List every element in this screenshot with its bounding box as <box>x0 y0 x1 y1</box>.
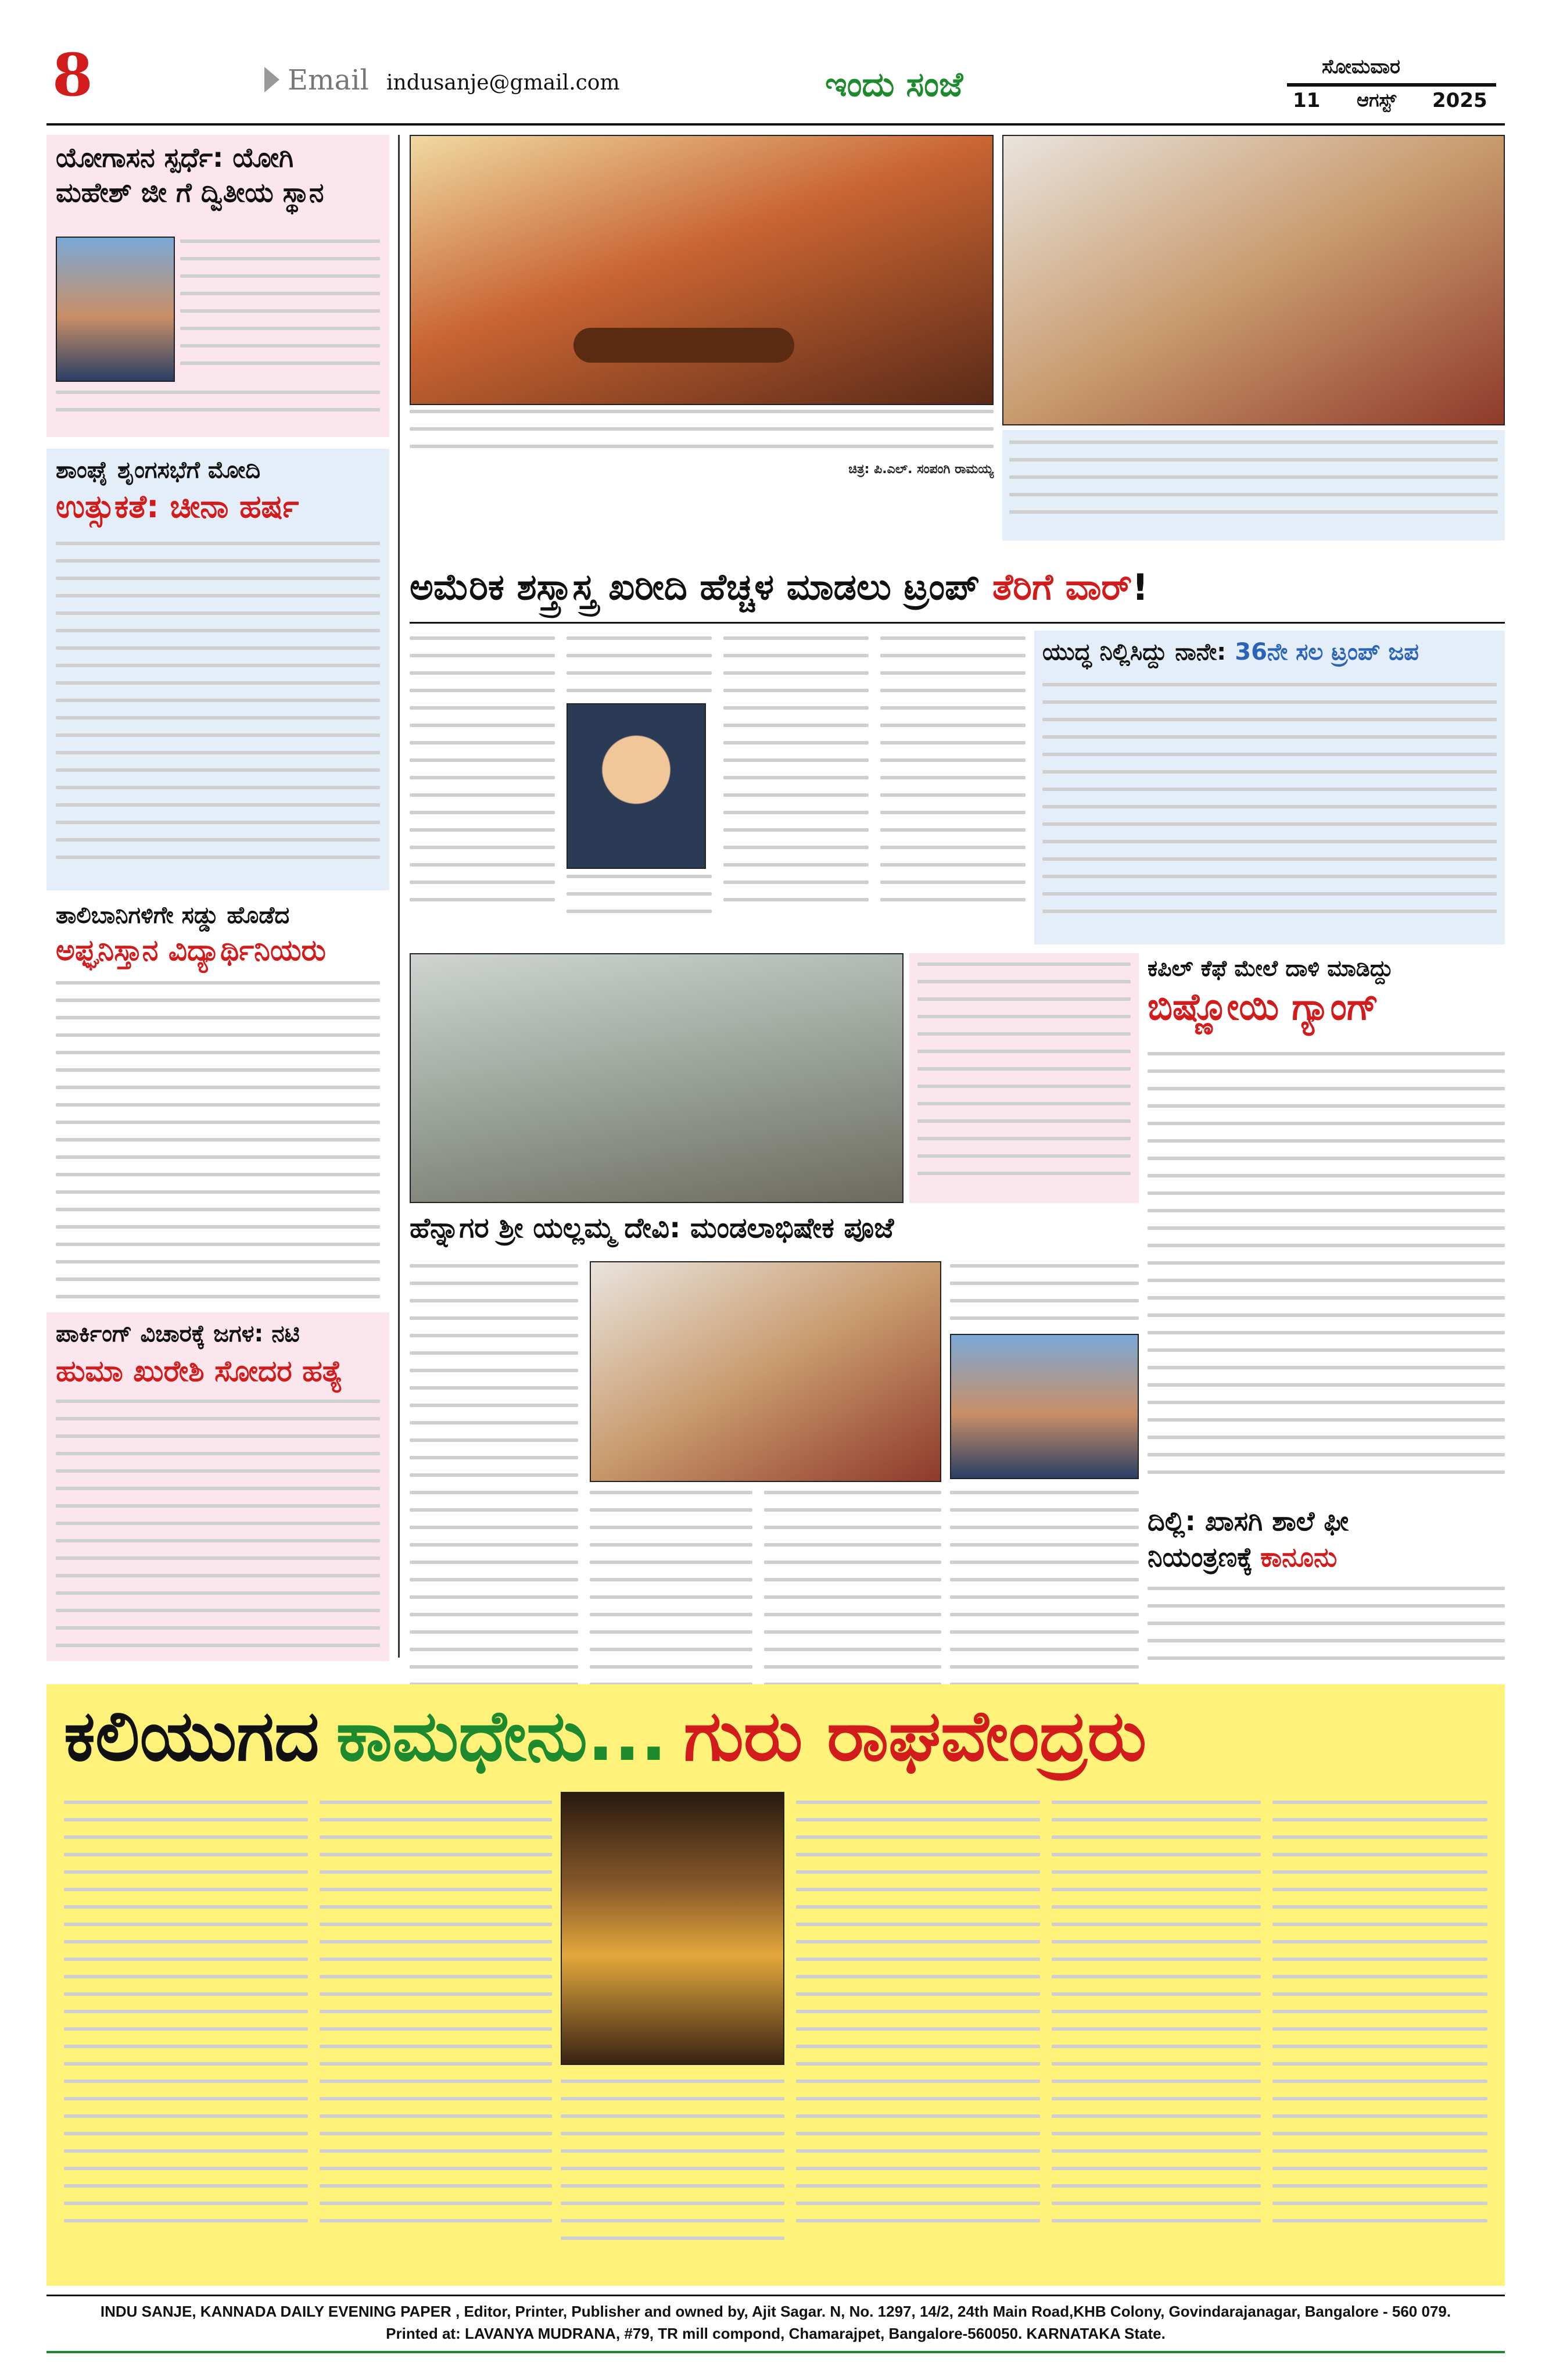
email-address: indusanje@gmail.com <box>386 71 620 95</box>
brand-logo <box>825 58 963 110</box>
shanghai-headline: ಉತ್ಸುಕತೆ: ಚೀನಾ ಹರ್ಷ <box>56 488 299 525</box>
trump-body-col1 <box>410 636 555 915</box>
yoga-player-photo <box>56 237 175 382</box>
college-event-photo <box>1002 135 1505 425</box>
email-arrow-icon <box>264 67 279 92</box>
college-event-caption <box>1002 430 1505 541</box>
temple-function-photo <box>410 953 904 1203</box>
trump-headline-accent: ತೆರಿಗೆ ವಾರ್ <box>992 566 1132 608</box>
war-headline-accent: 36ನೇ ಸಲ ಟ್ರಂಪ್ ಜಪ <box>1235 639 1419 665</box>
music-event-caption <box>410 410 994 479</box>
raghavendra-idol-photo <box>561 1792 784 2065</box>
kapil-body-text <box>1148 1052 1505 1488</box>
trump-headline <box>410 555 1505 619</box>
guru-body-col5 <box>1272 1801 1487 2236</box>
delhi-headline-line1: ದಿಲ್ಲಿ: ಖಾಸಗಿ ಶಾಲೆ ಫೀ <box>1148 1505 1349 1537</box>
war-body-text <box>1042 683 1497 927</box>
parking-headline: ಹುಮಾ ಖುರೇಶಿ ಸೋದರ ಹತ್ಯೆ <box>56 1354 343 1388</box>
parking-kicker: ಪಾರ್ಕಿಂಗ್ ವಿಚಾರಕ್ಕೆ ಜಗಳ: ನಟಿ <box>56 1320 300 1347</box>
date-year: 2025 <box>1432 89 1487 112</box>
trump-body-col4 <box>880 636 1026 915</box>
hennagara-headline: ಹೆನ್ನಾಗರ ಶ್ರೀ ಯಲ್ಲಮ್ಮ ದೇವಿ: ಮಂಡಲಾಭಿಷೇಕ ಪೂಜೆ <box>410 1212 894 1244</box>
yoga-headline-line2: ಮಹೇಶ್ ಜೀ ಗೆ ದ್ವಿತೀಯ ಸ್ಥಾನ <box>56 177 324 208</box>
delhi-headline-line2a: ನಿಯಂತ್ರಣಕ್ಕೆ <box>1148 1541 1253 1573</box>
war-headline-main: ಯುದ್ಧ ನಿಲ್ಲಿಸಿದ್ದು ನಾನೇ: <box>1042 639 1227 665</box>
music-event-photo <box>410 135 994 405</box>
guru-body-col2 <box>320 1801 552 2236</box>
footer-imprint-line2: Printed at: LAVANYA MUDRANA, #79, TR mill compond, Chamarajpet, Bangalore-560050. KARNATAKA State. <box>386 2325 1166 2342</box>
page-number: 8 <box>52 41 93 109</box>
shanghai-article <box>46 449 389 890</box>
shanghai-body-text <box>56 542 380 873</box>
trump-article <box>410 631 1026 944</box>
masthead <box>0 0 1556 125</box>
kapil-kicker: ಕಪಿಲ್ ಕೆಫೆ ಮೇಲೆ ದಾಳಿ ಮಾಡಿದ್ದು <box>1148 955 1393 981</box>
email-label: Email <box>288 64 369 96</box>
kapil-article <box>1148 953 1505 1494</box>
hennagara-group-photo <box>590 1261 941 1482</box>
date-day: 11 <box>1293 89 1321 112</box>
kapil-headline: ಬಿಷ್ಣೋಯಿ ಗ್ಯಾಂಗ್ <box>1148 986 1379 1029</box>
brand-name: ಇಂದು ಸಂಜೆ <box>825 64 963 104</box>
hennagara-guest-photo <box>950 1334 1139 1479</box>
taliban-kicker: ತಾಲಿಬಾನಿಗಳಿಗೇ ಸಡ್ಡು ಹೊಡೆದ <box>56 902 290 929</box>
music-caption-credit: ಚಿತ್ರ: ಪಿ.ಎಲ್. ಸಂಪಂಗಿ ರಾಮಯ್ಯ <box>848 462 994 477</box>
guru-headline-b: ಕಾಮಧೇನು... <box>336 1696 667 1777</box>
shanghai-kicker: ಶಾಂಘೈ ಶೃಂಗಸಭೆಗೆ ಮೋದಿ <box>56 457 261 484</box>
date-month: ಆಗಸ್ಟ್ <box>1357 89 1397 111</box>
yoga-headline-line1: ಯೋಗಾಸನ ಸ್ಪರ್ಧೆ: ಯೋಗಿ <box>56 142 294 173</box>
parking-body-text <box>56 1400 380 1661</box>
veena-icon <box>573 328 794 363</box>
yoga-article <box>46 135 389 437</box>
trump-headline-end: ! <box>1132 566 1149 609</box>
delhi-article <box>1148 1505 1505 1680</box>
trump-portrait-photo <box>567 703 706 869</box>
guru-body-col4 <box>1052 1801 1261 2236</box>
yoga-body-text <box>180 239 380 379</box>
trump-body-col2 <box>567 636 712 706</box>
hennagara-article <box>410 1212 1139 1677</box>
war-article <box>1034 631 1505 944</box>
guru-headline-a: ಕಲಿಯುಗದ <box>64 1696 320 1777</box>
mutt-notice-box <box>909 953 1139 1203</box>
parking-article <box>46 1312 389 1661</box>
taliban-headline: ಅಫ್ಘನಿಸ್ತಾನ ವಿದ್ಯಾರ್ಥಿನಿಯರು <box>56 933 326 967</box>
date-box <box>1287 55 1496 113</box>
day-name: ಸೋಮವಾರ <box>1322 55 1401 78</box>
delhi-body-text <box>1148 1587 1505 1674</box>
trump-body-col3 <box>723 636 869 915</box>
footer-imprint-line1: INDU SANJE, KANNADA DAILY EVENING PAPER , Editor, Printer, Publisher and owned by, Ajit Sagar. N, No. 1297, 14/2, 24th Main Road,KHB Colony, Govindarajanagar, Bangalore - 560 079. <box>100 2303 1451 2320</box>
guru-body-col3 <box>796 1801 1040 2236</box>
guru-headline-c: ಗುರು ರಾಘವೇಂದ್ರರು <box>683 1696 1147 1777</box>
guru-feature <box>46 1684 1505 2286</box>
guru-body-col1 <box>64 1801 308 2236</box>
delhi-headline-line2b: ಕಾನೂನು <box>1260 1541 1338 1573</box>
trump-headline-main: ಅಮೆರಿಕ ಶಸ್ತ್ರಾಸ್ತ್ರ ಖರೀದಿ ಹೆಚ್ಚಳ ಮಾಡಲು ಟ್ರಂಪ್ <box>410 566 980 608</box>
